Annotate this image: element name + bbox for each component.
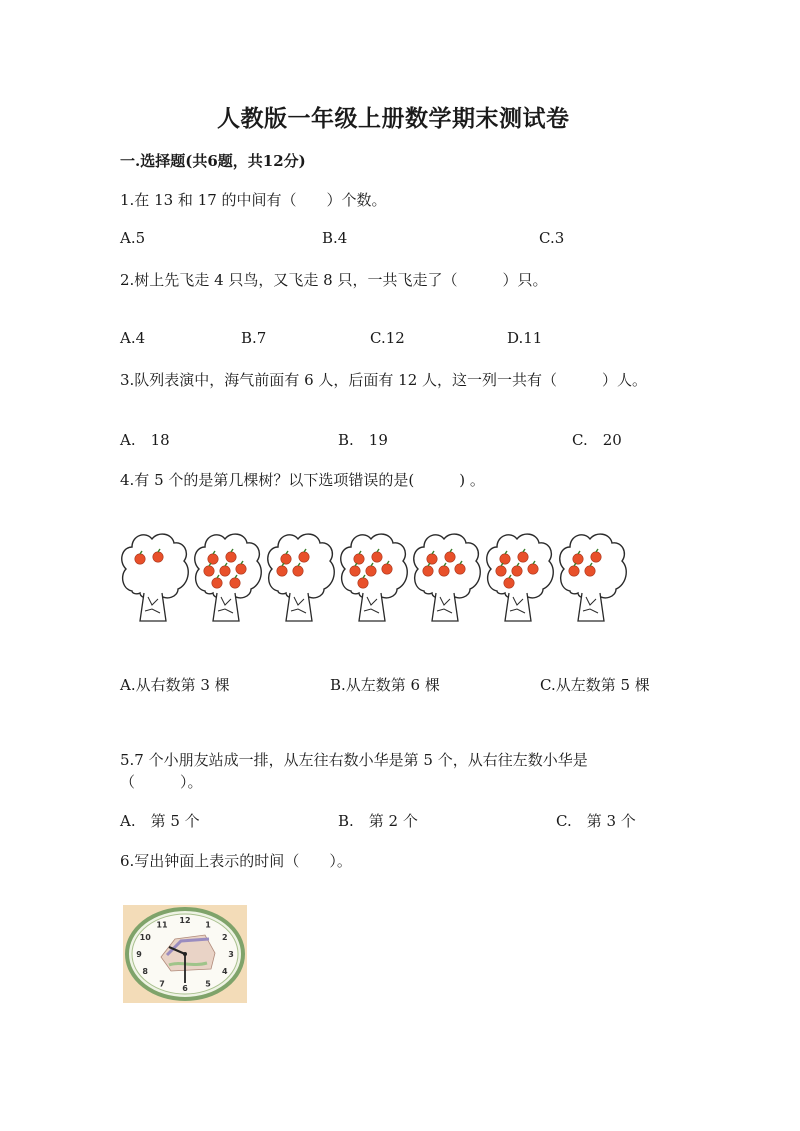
- apple-icon: [236, 564, 246, 574]
- apple-tree: [268, 534, 335, 621]
- apple-icon: [504, 578, 514, 588]
- apple-icon: [135, 554, 145, 564]
- q2-option-d: D.11: [507, 329, 543, 347]
- clock-number: 11: [156, 920, 168, 930]
- apple-icon: [445, 552, 455, 562]
- q1-option-c: C.3: [539, 229, 565, 247]
- apple-icon: [500, 554, 510, 564]
- apple-icon: [528, 564, 538, 574]
- clock-number: 10: [139, 933, 151, 942]
- page-title: 人教版一年级上册数学期末测试卷: [217, 105, 570, 132]
- apple-icon: [230, 578, 240, 588]
- q2-option-a: A.4: [120, 329, 146, 347]
- section-heading: 一.选择题(共6题，共12分): [120, 152, 306, 170]
- apple-icon: [423, 566, 433, 576]
- apple-icon: [354, 554, 364, 564]
- apple-tree: [195, 534, 262, 621]
- apple-icon: [585, 566, 595, 576]
- q4-option-b: B.从左数第 6 棵: [330, 676, 440, 694]
- clock-number: 2: [222, 933, 228, 942]
- clock-number: 12: [179, 916, 191, 925]
- q4-option-c: C.从左数第 5 棵: [540, 676, 650, 694]
- q2-option-b: B.7: [241, 329, 267, 347]
- clock-number: 9: [136, 950, 142, 959]
- apple-icon: [299, 552, 309, 562]
- clock-number: 8: [142, 967, 148, 976]
- apple-icon: [277, 566, 287, 576]
- clock-number: 3: [228, 950, 234, 959]
- question-5-line-1: 5.7 个小朋友站成一排，从左往右数小华是第 5 个，从右往左数小华是: [120, 751, 588, 769]
- q5-option-a: A. 第 5 个: [120, 812, 200, 830]
- apple-icon: [512, 566, 522, 576]
- question-5-line-2: （ ）。: [120, 773, 203, 791]
- apple-icon: [212, 578, 222, 588]
- apple-icon: [573, 554, 583, 564]
- apple-icon: [496, 566, 506, 576]
- q2-option-c: C.12: [370, 329, 405, 347]
- apple-icon: [153, 552, 163, 562]
- apple-tree: [487, 534, 554, 621]
- apple-trees-illustration: [110, 525, 640, 635]
- apple-icon: [220, 566, 230, 576]
- apple-icon: [226, 552, 236, 562]
- q3-option-a: A. 18: [120, 431, 170, 449]
- apple-icon: [293, 566, 303, 576]
- clock-illustration: [123, 905, 247, 1003]
- apple-tree: [560, 534, 627, 621]
- clock-number: 6: [182, 984, 188, 993]
- apple-tree: [414, 534, 481, 621]
- q1-option-b: B.4: [322, 229, 348, 247]
- apple-tree: [341, 534, 408, 621]
- apple-icon: [382, 564, 392, 574]
- q5-option-b: B. 第 2 个: [338, 812, 418, 830]
- question-2: 2.树上先飞走 4 只鸟，又飞走 8 只，一共飞走了（ ）只。: [120, 271, 548, 289]
- q4-option-a: A.从右数第 3 棵: [120, 676, 230, 694]
- clock-number: 4: [222, 967, 228, 976]
- question-3: 3.队列表演中，海气前面有 6 人，后面有 12 人，这一列一共有（ ）人。: [120, 371, 648, 389]
- q5-option-c: C. 第 3 个: [556, 812, 636, 830]
- apple-icon: [569, 566, 579, 576]
- q1-option-a: A.5: [120, 229, 146, 247]
- question-1: 1.在 13 和 17 的中间有（ ）个数。: [120, 191, 387, 209]
- apple-icon: [281, 554, 291, 564]
- q3-option-b: B. 19: [338, 431, 388, 449]
- question-4: 4.有 5 个的是第几棵树？以下选项错误的是( ) 。: [120, 471, 485, 489]
- apple-icon: [518, 552, 528, 562]
- clock-number: 1: [205, 920, 211, 930]
- apple-icon: [591, 552, 601, 562]
- apple-icon: [358, 578, 368, 588]
- question-6: 6.写出钟面上表示的时间（ ）。: [120, 852, 352, 870]
- clock-number: 5: [205, 979, 211, 989]
- clock-number: 7: [159, 979, 165, 989]
- apple-icon: [439, 566, 449, 576]
- apple-icon: [350, 566, 360, 576]
- apple-icon: [427, 554, 437, 564]
- apple-icon: [372, 552, 382, 562]
- apple-icon: [208, 554, 218, 564]
- apple-icon: [366, 566, 376, 576]
- apple-icon: [455, 564, 465, 574]
- apple-tree: [122, 534, 189, 621]
- apple-icon: [204, 566, 214, 576]
- q3-option-c: C. 20: [572, 431, 622, 449]
